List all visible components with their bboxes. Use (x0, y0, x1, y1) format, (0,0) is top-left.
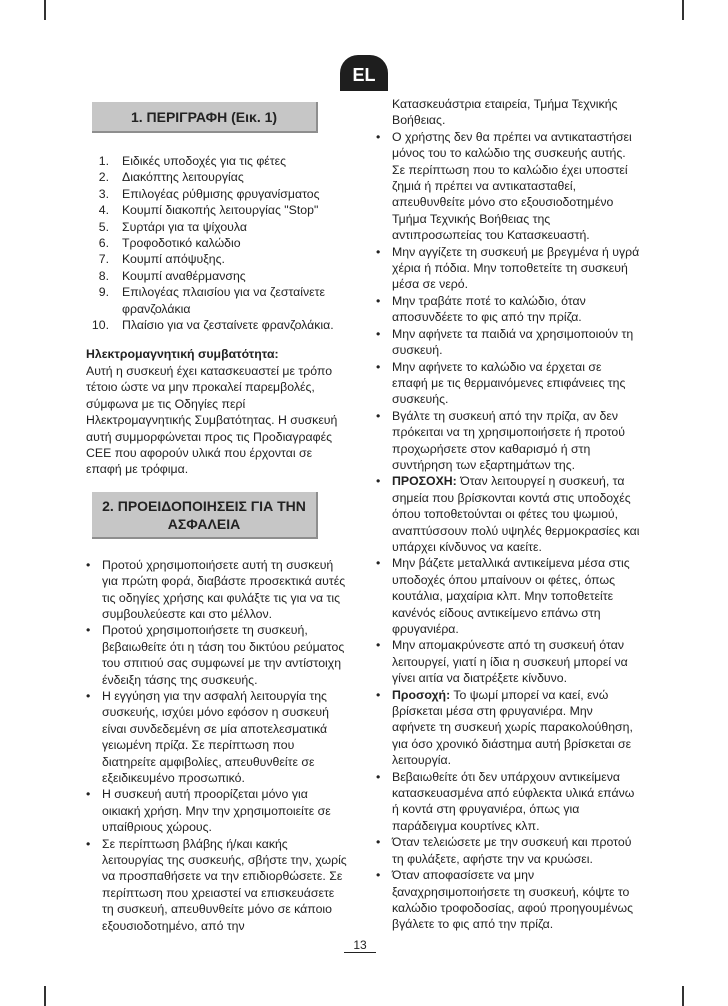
safety-list-left (86, 557, 349, 934)
page-number: 13 (344, 938, 376, 953)
list-item: • Προτού χρησιμοποιήσετε αυτή τη συσκευή για πρώτη φορά, διαβάστε προσεκτικά αυτές τις οδηγίες χρήσης και φυλάξτε τις για να τις συμβουλεύεστε και στο μέλλον. (86, 557, 346, 621)
list-item: • Μην αφήνετε το καλώδιο να έρχεται σε επαφή με τις θερμαινόμενες επιφάνειες της συσκευής. (376, 359, 626, 407)
warning-label: ΠΡΟΣΟΧΗ: (392, 474, 457, 489)
language-badge: EL (340, 55, 388, 91)
list-item: • Όταν αποφασίσετε να μην ξαναχρησιμοποιήσετε τη συσκευή, κόψτε το καλώδιο τροφοδοσίας, αφού προηγουμένως βγάλετε το φις από την πρίζα. (376, 868, 634, 932)
bullet-icon: • (376, 687, 381, 702)
bullet-icon: • (376, 359, 381, 374)
bullet-icon: • (376, 835, 381, 850)
emc-title: Ηλεκτρομαγνητική συμβατότητα: (86, 347, 279, 362)
list-item: • Βεβαιωθείτε ότι δεν υπάρχουν αντικείμενα κατασκευασμένα από εύφλεκτα υλικά επάνω ή κοντά στη φρυγανιέρα, όπως για παράδειγμα κουρτίνες κλπ. (376, 769, 635, 833)
list-item: 2. Διακόπτης λειτουργίας (98, 170, 244, 185)
list-item: • Βγάλτε τη συσκευή από την πρίζα, αν δεν πρόκειται να τη χρησιμοποιήσετε ή προτού προχωρήσετε στον καθαρισμό ή στη συντήρηση των εξαρτημάτων της. (376, 408, 625, 472)
list-item: 4. Κουμπί διακοπής λειτουργίας "Stop" (98, 203, 319, 218)
list-item: 1. Ειδικές υποδοχές για τις φέτες (98, 154, 287, 168)
parts-list (86, 153, 349, 333)
list-item: 9. Επιλογέας πλαισίου για να ζεσταίνετε φρανζολάκια (98, 285, 325, 316)
list-item: • ΠΡΟΣΟΧΗ: Όταν λειτουργεί η συσκευή, τα σημεία που βρίσκονται κοντά στις υποδοχές όπου τοποθετούνται οι φέτες του ψωμιού, αναπτύσσουν πολύ υψηλές θερμοκρασίες και υπάρχει κίνδυνος να καείτε. (376, 474, 640, 554)
left-column (86, 96, 349, 934)
bullet-icon: • (376, 293, 381, 308)
list-item: • Προτού χρησιμοποιήσετε τη συσκευή, βεβαιωθείτε ότι η τάση του δικτύου ρεύματος του σπιτιού σας συμφωνεί με την αντίστοιχη ένδειξη τάσης της συσκευής. (86, 623, 345, 687)
bullet-icon: • (86, 787, 91, 802)
crop-mark-top-right (682, 0, 684, 20)
list-item: 3. Επιλογέας ρύθμισης φρυγανίσματος (98, 186, 320, 201)
list-item: • Όταν τελειώσετε με την συσκευή και προτού τη φυλάξετε, αφήστε την να κρυώσει. (376, 835, 632, 866)
list-item: • Ο χρήστης δεν θα πρέπει να αντικαταστήσει μόνος του το καλώδιο της συσκευής αυτής. Σε περίπτωση που το καλώδιο έχει υποστεί ζημιά ή πρέπει να αντικατασταθεί, απευθυνθείτε μόνο στο εξουσιοδοτημένο Τμήμα Τεχνικής Βοήθειας της αντιπροσωπείας του Κατασκευαστή. (376, 129, 632, 243)
list-item: • Μην αγγίζετε τη συσκευή με βρεγμένα ή υγρά χέρια ή πόδια. Μην τοποθετείτε τη συσκευή μέσα σε νερό. (376, 244, 640, 292)
emc-paragraph (86, 346, 349, 477)
safety-list-right (376, 129, 640, 933)
list-item: • Μην αφήνετε τα παιδιά να χρησιμοποιούν τη συσκευή. (376, 326, 634, 358)
bullet-icon: • (376, 556, 381, 571)
list-item: 10. Πλαίσιο για να ζεσταίνετε φρανζολάκια. (91, 318, 334, 333)
bullet-icon: • (86, 836, 91, 851)
bullet-icon: • (86, 688, 91, 703)
crop-mark-top-left (44, 0, 46, 20)
bullet-icon: • (376, 474, 381, 489)
list-item: • Προσοχή: Το ψωμί μπορεί να καεί, ενώ βρίσκεται μέσα στη φρυγανιέρα. Μην αφήνετε τη συσκευή χωρίς παρακολούθηση, για όσο χρονικό διάστημα αυτή βρίσκεται σε λειτουργία. (376, 687, 633, 768)
list-item: • Μην τραβάτε ποτέ το καλώδιο, όταν αποσυνδέετε το φις από την πρίζα. (376, 293, 586, 325)
emc-text: Αυτή η συσκευή έχει κατασκευαστεί με τρόπο τέτοιο ώστε να μην προκαλεί παρεμβολές, σύμφωνα με τις Οδηγίες περί Ηλεκτρομαγνητικής Συμβατότητας. Η συσκευή αυτή συμμορφώνεται προς τις Προδιαγραφές CEE που αφορούν υλικά που έρχονται σε επαφή με τρόφιμα. (86, 363, 338, 477)
crop-mark-bottom-right (682, 986, 684, 1006)
list-item: • Η συσκευή αυτή προορίζεται μόνο για οικιακή χρήση. Μην την χρησιμοποιείτε σε υπαίθριους χώρους. (86, 787, 331, 835)
section-2-heading: 2. ΠΡΟΕΙΔΟΠΟΙΗΣΕΙΣ ΓΙΑ ΤΗΝ ΑΣΦΑΛΕΙΑ (92, 492, 318, 539)
continued-text: Κατασκευάστρια εταιρεία, Τμήμα Τεχνικής Βοήθειας. (392, 97, 618, 128)
bullet-icon: • (86, 557, 91, 572)
list-item: 6. Τροφοδοτικό καλώδιο (98, 236, 241, 251)
list-item: • Μην βάζετε μεταλλικά αντικείμενα μέσα στις υποδοχές όπου μπαίνουν οι φέτες, όπως κουτάλια, μαχαίρια κλπ. Μην τοποθετείτε κανένός είδους αντικείμενο επάνω στη φρυγανιέρα. (376, 556, 630, 636)
bullet-icon: • (376, 244, 381, 259)
bullet-icon: • (376, 638, 381, 653)
crop-mark-bottom-left (44, 986, 46, 1006)
bullet-icon: • (376, 769, 381, 784)
bullet-icon: • (376, 129, 381, 144)
bullet-icon: • (376, 408, 381, 423)
list-item: • Σε περίπτωση βλάβης ή/και κακής λειτουργίας της συσκευής, σβήστε την, χωρίς να προσπαθήσετε να την επιδιορθώσετε. Σε περίπτωση που χρειαστεί να επισκευάσετε τη συσκευή, απευθυνθείτε μόνο σε κάποιο εξουσιοδοτημένο, από την (86, 836, 347, 933)
right-column (376, 96, 640, 933)
bullet-icon: • (376, 326, 381, 341)
list-item: 5. Συρτάρι για τα ψίχουλα (98, 219, 247, 234)
bullet-icon: • (376, 868, 381, 883)
warning-label: Προσοχή: (392, 687, 451, 702)
list-item: • Η εγγύηση για την ασφαλή λειτουργία της συσκευής, ισχύει μόνο εφόσον η συσκευή είναι συνδεδεμένη σε μία αποτελεσματικά γειωμένη πρίζα. Σε περίπτωση που διατηρείτε αμφιβολίες, απευθυνθείτε σε εξειδικευμένο προσωπικό. (86, 688, 329, 785)
list-item: 8. Κουμπί αναθέρμανσης (98, 268, 246, 283)
list-item: 7. Κουμπί απόψυξης. (98, 252, 225, 267)
list-item: • Μην απομακρύνεστε από τη συσκευή όταν λειτουργεί, γιατί η ίδια η συσκευή μπορεί να γίνει αιτία να διατρέξετε κίνδυνο. (376, 638, 628, 686)
bullet-icon: • (86, 623, 91, 638)
section-1-heading: 1. ΠΕΡΙΓΡΑΦΗ (Εικ. 1) (92, 102, 318, 133)
